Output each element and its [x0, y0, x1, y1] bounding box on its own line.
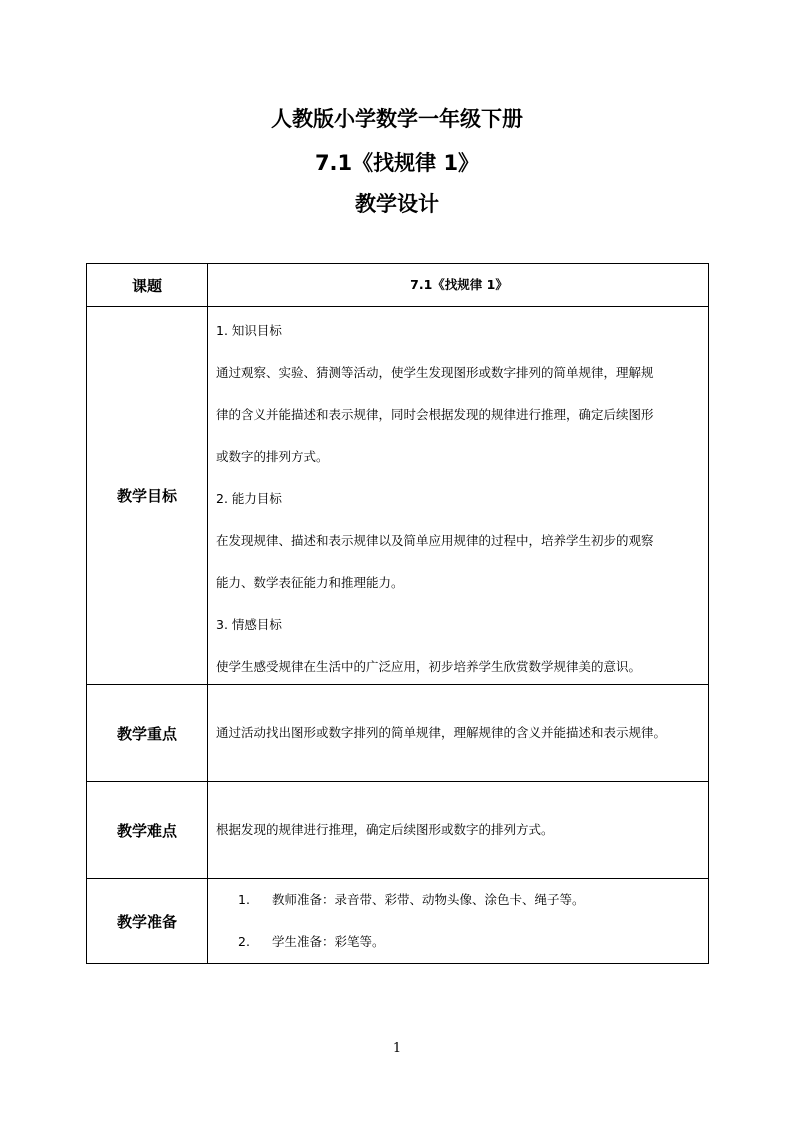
- topic-label: 课题: [87, 264, 208, 307]
- objectives-label: 教学目标: [87, 307, 208, 685]
- difficulties-value: 根据发现的规律进行推理，确定后续图形或数字的排列方式。: [208, 782, 709, 879]
- knowledge-line-3: 或数字的排列方式。: [216, 449, 329, 464]
- emotion-heading: 3. 情感目标: [216, 617, 282, 632]
- topic-value: 7.1《找规律 1》: [208, 264, 709, 307]
- ability-line-2: 能力、数学表征能力和推理能力。: [216, 575, 404, 590]
- key-points-value: 通过活动找出图形或数字排列的简单规律，理解规律的含义并能描述和表示规律。: [208, 685, 709, 782]
- preparation-item-1-text: 教师准备：录音带、彩带、动物头像、涂色卡、绳子等。: [272, 892, 585, 907]
- difficulties-label: 教学难点: [87, 782, 208, 879]
- emotion-line-1: 使学生感受规律在生活中的广泛应用，初步培养学生欣赏数学规律美的意识。: [216, 659, 642, 674]
- topic-row: [87, 264, 709, 307]
- preparation-item-1-number: 1.: [238, 892, 250, 907]
- ability-line-1: 在发现规律、描述和表示规律以及简单应用规律的过程中，培养学生初步的观察: [216, 533, 654, 548]
- knowledge-line-2: 律的含义并能描述和表示规律，同时会根据发现的规律进行推理，确定后续图形: [216, 407, 654, 422]
- preparation-item-2-number: 2.: [238, 934, 250, 949]
- page-number: 1: [392, 1041, 402, 1056]
- preparation-row: [87, 879, 709, 964]
- objectives-row: [87, 307, 709, 685]
- difficulties-row: [87, 782, 709, 879]
- preparation-item-1: [216, 890, 702, 910]
- objectives-cell: [208, 307, 709, 685]
- preparation-label: 教学准备: [87, 879, 208, 964]
- preparation-cell: [208, 879, 709, 964]
- preparation-item-2-text: 学生准备：彩笔等。: [272, 934, 385, 949]
- key-points-label: 教学重点: [87, 685, 208, 782]
- ability-heading: 2. 能力目标: [216, 491, 282, 506]
- document-title: 人教版小学数学一年级下册: [271, 107, 523, 131]
- preparation-item-2: [216, 932, 702, 952]
- lesson-title: 7.1《找规律 1》: [314, 151, 480, 175]
- knowledge-heading: 1. 知识目标: [216, 323, 282, 338]
- key-points-row: [87, 685, 709, 782]
- knowledge-line-1: 通过观察、实验、猜测等活动，使学生发现图形或数字排列的简单规律，理解规: [216, 365, 654, 380]
- lesson-plan-table: [86, 263, 709, 964]
- document-subtitle: 教学设计: [355, 192, 439, 216]
